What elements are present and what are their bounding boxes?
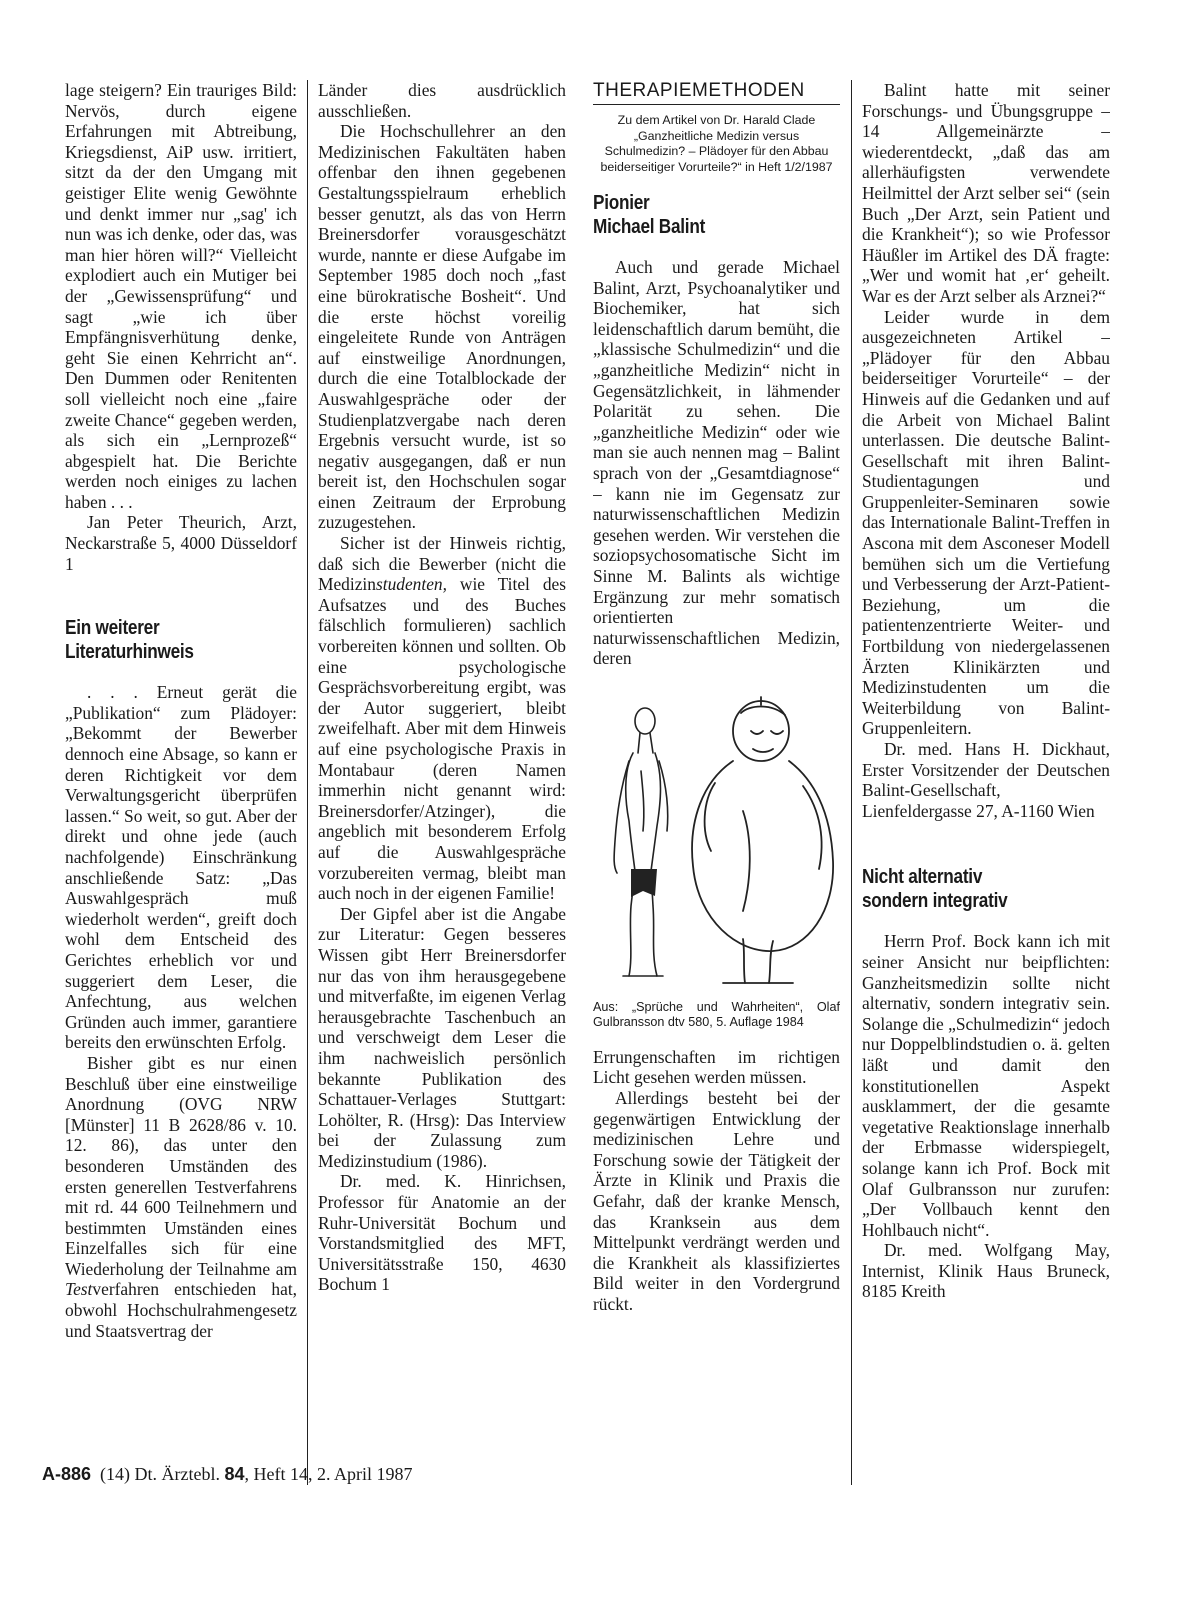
article-reference: Zu dem Artikel von Dr. Harald Clade „Ganzheitliche Medizin versus Schulmedizin? – Plädoyer für den Abbau beiderseitiger Vorurteile?“ in Heft 1/2/1987 bbox=[600, 113, 833, 174]
issue-date: , Heft 14, 2. April 1987 bbox=[244, 1464, 413, 1484]
column-4 bbox=[862, 80, 1110, 1302]
letter-paragraph: Balint hatte mit seiner Forschungs- und Übungsgruppe – 14 Allgemeinärzte – wiederentdeckt, „daß das am allerhäufigsten verwendete Heilmittel der Arzt selber sei“ (sein Buch „Der Arzt, sein Patient und die Krankheit“); so wie Professor Häußler im Artikel des DÄ fragte: „Wer und womit hat ‚er‘ geheilt. War es der Arzt selber als Arznei?“ bbox=[862, 80, 1110, 306]
heading-line: Pionier bbox=[593, 192, 650, 214]
text-run: Bisher gibt es nur einen Beschluß über eine einstweilige Anordnung (OVG NRW [Münster] 11 B 2628/86 v. 10. 12. 86), das unter den besonderen Umständen des ersten generellen Testverfahrens mit rd. 44 600 Teilnehmern und bestimmten Umständen eines Einzelfalles sich für eine Wiederholung der Teilnahme am bbox=[65, 1052, 297, 1279]
heading-line: Nicht alternativ bbox=[862, 866, 983, 889]
section-heading bbox=[65, 616, 265, 664]
letter-paragraph: Auch und gerade Michael Balint, Arzt, Psychoanalytiker und Biochemiker, hat sich leidenschaftlich darum bemüht, die „klassische Schulmedizin“ und die „ganzheitliche Medizin“ nicht in Gegensätzlichkeit, in lähmender Polarität zu sehen. Die „ganzheitliche Medizin“ oder wie man sie auch nennen mag – Balint sprach von der „Gesamtdiagnose“ – kann nie im Gegensatz zur naturwissenschaftlichen Medizin gesehen werden. Wir verstehen die soziopsychosomatische Sicht im Sinne M. Balints als wichtige Ergänzung zur mehr somatisch orientierten naturwissenschaftlichen Medizin, deren bbox=[593, 257, 840, 669]
letter-paragraph: Länder dies ausdrücklich ausschließen. bbox=[318, 80, 566, 121]
letter-paragraph bbox=[65, 1053, 297, 1341]
letter-signature: Dr. med. Wolfgang May, Internist, Klinik Haus Bruneck, 8185 Kreith bbox=[862, 1240, 1110, 1302]
letter-signature: Jan Peter Theurich, Arzt, Neckarstraße 5, 4000 Düsseldorf 1 bbox=[65, 512, 297, 574]
letter-signature: Dr. med. Hans H. Dickhaut, Erster Vorsitzender der Deutschen Balint-Gesellschaft, Lienfeldergasse 27, A-1160 Wien bbox=[862, 739, 1110, 821]
journal-name: (14) Dt. Ärztebl. bbox=[100, 1464, 220, 1484]
column-rule-right bbox=[851, 80, 852, 1485]
letter-paragraph: lage steigern? Ein trauriges Bild: Nervös, durch eigene Erfahrungen mit Abtreibung, Kriegsdienst, AiP usw. irritiert, sitzt da der den Umgang mit geistiger Elite wenig Gewöhnte und denkt immer nur „sag' ich nun was ich denke, oder das, was man hier hören will?“ Vielleicht explodiert auch ein Mutiger bei der „Gewissensprüfung“ und sagt „wie ich über Empfängnisverhütung denke, geht Sie einen Kehrricht an“. Den Dummen oder Renitenten soll vielleicht noch eine „faire zweite Chance“ gegeben werden, als sich ein „Lernprozeß“ abgespielt hat. Die Berichte werden noch einiges zu lachen haben . . . bbox=[65, 80, 297, 512]
heading-line: sondern integrativ bbox=[862, 890, 1008, 913]
heading-line: Michael Balint bbox=[593, 216, 706, 238]
letter-paragraph: Der Gipfel aber ist die Angabe zur Literatur: Gegen besseres Wissen gibt Herr Breinersdorfer nur das von ihm herausgegebene und mitverfaßte, im eigenen Verlag herausgebrachte Taschenbuch an und verschweigt dem Leser die ihm nachweislich persönlich bekannte Publikation des Schattauer-Verlages Stuttgart: Lohölter, R. (Hrsg): Das Interview bei der Zulassung zum Medizinstudium (1986). bbox=[318, 903, 566, 1171]
text-run: wie Titel des Aufsatzes und des Buches fälschlich formulieren) sachlich vorbereiten können und sollten. Ob eine psychologische Gesprächsvorbereitung ergibt, was der Autor suggeriert, bleibt zweifelhaft. Aber mit dem Hinweis auf eine psychologische Praxis in Montabaur (deren Namen immerhin nicht genannt wird: Breinersdorfer/Atzinger), die angeblich mit besonderem Erfolg auf die Auswahlgespräche vorzubereiten vermag, bleibt man auch noch in der eigenen Familie! bbox=[318, 574, 566, 904]
letter-paragraph: Leider wurde in dem ausgezeichneten Artikel – „Plädoyer für den Abbau beiderseitiger Vorurteile“ – der Hinweis auf die Gedanken und auf die Arbeit von Michael Balint unterlassen. Die deutsche Balint-Gesellschaft mit ihren Balint-Studientagungen und Gruppenleiter-Seminaren sowie das Internationale Balint-Treffen in Ascona mit dem Asconeser Modell bemühen sich um die Vertiefung und Verbesserung der Arzt-Patient-Beziehung, um die patientenzentrierte Weiter- und Fortbildung von niedergelassenen Ärzten Klinikärzten und Medizinstudenten um die Weiterbildung von Balint-Gruppenleitern. bbox=[862, 306, 1110, 739]
section-rubric: THERAPIEMETHODEN bbox=[593, 80, 840, 105]
letter-paragraph bbox=[318, 533, 566, 904]
column-3 bbox=[593, 80, 840, 1315]
volume-number: 84 bbox=[224, 1464, 245, 1484]
column-rule-left bbox=[307, 80, 308, 1485]
section-heading bbox=[862, 865, 1075, 913]
letter-paragraph: . . . Erneut gerät die „Publikation“ zum Plädoyer: „Bekommt der Bewerber dennoch eine Absage, so kann er deren Richtigkeit vor dem Verwaltungsgericht überprüfen lassen.“ So weit, so gut. Aber der direkt und ohne jede (auch nachfolgende) Einschränkung anschließende Satz: „Das Auswahlgespräch muß wiederholt werden“, greift doch wohl dem Entscheid des Gerichtes erheblich vor und suggeriert dem Leser, die Anfechtung, aus welchen Gründen auch immer, garantiere bereits den erwünschten Erfolg. bbox=[65, 682, 297, 1053]
emphasis-text: Test bbox=[65, 1279, 93, 1300]
text-run: Sicher ist der Hinweis richtig, daß sich die Bewerber (nicht die Medizin bbox=[318, 533, 566, 595]
section-heading bbox=[593, 191, 805, 239]
letter-paragraph: Allerdings besteht bei der gegenwärtigen Entwicklung der medizinischen Lehre und Forschung sowie der Tätigkeit der Ärzte in Klinik und Praxis die Gefahr, daß der kranke Mensch, das Kranksein aus dem Mittelpunkt verdrängt werden und die Krankheit als klassifiziertes Bild weiter in den Vordergrund rückt. bbox=[593, 1088, 840, 1314]
heading-line: Ein weiterer bbox=[65, 617, 160, 640]
letter-paragraph: Die Hochschullehrer an den Medizinischen Fakultäten haben offenbar den ihnen gegebenen Gestaltungsspielraum erheblich besser genutzt, als das von Herrn Breinersdorfer vorausgeschätzt wurde, nannte er diese Aufgabe im September 1985 doch noch „fast eine bürokratische Bosheit“. Und die erste höchst voreilig eingeleitete Runde von Anträgen auf einstweilige Anordnungen, durch die eine Totalblockade der Auswahlgespräche oder der Studienplatzvergabe nach deren Ergebnis versucht wurde, ist so negativ ausgegangen, daß er nun bereit ist, den Hochschulen sogar einen Zeitraum der Erprobung zuzugestehen. bbox=[318, 121, 566, 533]
letter-signature: Dr. med. K. Hinrichsen, Professor für Anatomie an der Ruhr-Universität Bochum und Vorstandsmitglied des MFT, Universitätsstraße 150, 4630 Bochum 1 bbox=[318, 1171, 566, 1295]
cartoon-illustration bbox=[593, 691, 840, 991]
column-2 bbox=[318, 80, 566, 1295]
letter-paragraph: Herrn Prof. Bock kann ich mit seiner Ansicht nur beipflichten: Ganzheitsmedizin sollte nicht alternativ, sondern integrativ sein. Solange die „Schulmedizin“ jedoch nur Doppelblindstudien o. ä. gelten läßt und damit den konstitutionellen Aspekt ausklammert, der die gesamte vegetative Reaktionslage innerhalb der Erbmasse widerspiegelt, solange kann ich Prof. Bock mit Olaf Gulbransson nur zurufen: „Der Vollbauch kennt den Hohlbauch nicht“. bbox=[862, 931, 1110, 1240]
emphasis-text: studenten, bbox=[375, 574, 447, 595]
text-run: verfahren entschieden hat, obwohl Hochschulrahmengesetz und Staatsvertrag der bbox=[65, 1279, 297, 1341]
page-footer bbox=[42, 1464, 413, 1485]
page-number: A-886 bbox=[42, 1464, 92, 1484]
heading-line: Literaturhinweis bbox=[65, 641, 194, 664]
letter-paragraph: Errungenschaften im richtigen Licht gesehen werden müssen. bbox=[593, 1046, 840, 1088]
column-1 bbox=[65, 80, 297, 1341]
illustration-caption: Aus: „Sprüche und Wahrheiten“, Olaf Gulbransson dtv 580, 5. Auflage 1984 bbox=[593, 999, 840, 1030]
